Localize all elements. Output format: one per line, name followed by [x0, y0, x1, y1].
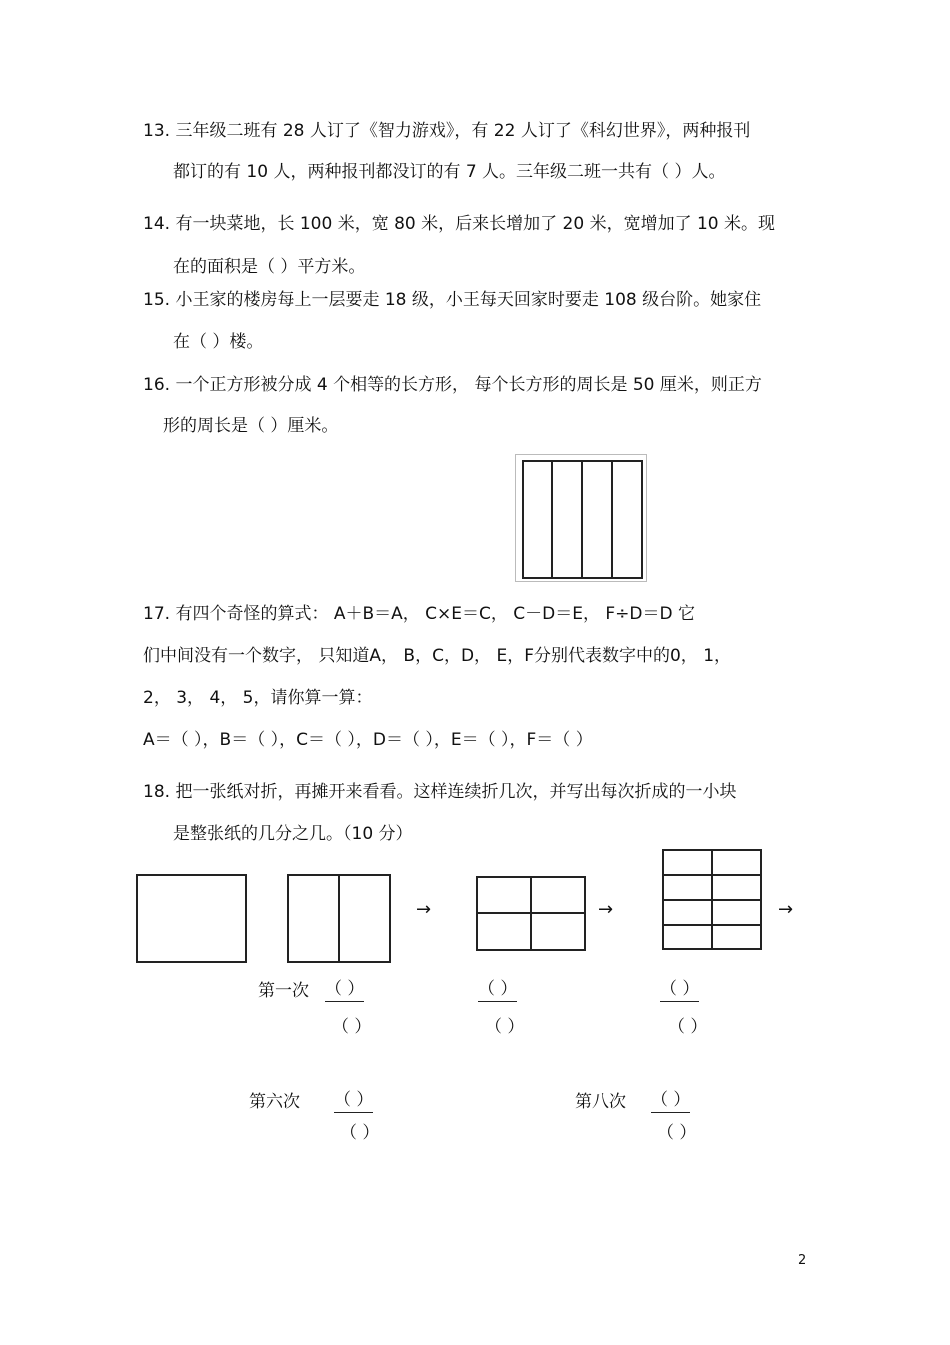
q16-line1: 16. 一个正方形被分成 4 个相等的长方形， 每个长方形的周长是 50 厘米，则正方	[143, 375, 762, 395]
q14-line1: 14. 有一块菜地，长 100 米，宽 80 米，后来长增加了 20 米，宽增加了 10 米。现	[143, 214, 776, 234]
square-divider-2	[581, 460, 583, 579]
q18-line1: 18. 把一张纸对折，再摊开来看看。这样连续折几次，并写出每次折成的一小块	[143, 782, 737, 802]
q16-line2: 形的周长是（ ）厘米。	[163, 416, 339, 436]
first-fold-label: 第一次	[258, 981, 309, 1001]
q17-line2: 们中间没有一个数字， 只知道A， B，C，D， E，F分别代表数字中的0， 1，	[143, 646, 732, 666]
square-divider-3	[611, 460, 613, 579]
fraction-denominator-blank: （ ）	[657, 1123, 697, 1143]
q14-line2: 在的面积是（ ）平方米。	[173, 257, 366, 277]
q15-line1: 15. 小王家的楼房每上一层要走 18 级，小王每天回家时要走 108 级台阶。她家住	[143, 290, 762, 310]
fold-line	[662, 924, 762, 926]
q17-answers: A＝（ ），B＝（ ），C＝（ ），D＝（ ），E＝（ ），F＝（ ）	[143, 730, 593, 750]
fraction-numerator-blank: （ ）	[660, 974, 699, 1002]
q17-line3: 2， 3， 4， 5，请你算一算：	[143, 688, 373, 708]
fraction-numerator-blank: （ ）	[478, 974, 517, 1002]
eighth-fold-label: 第八次	[575, 1092, 626, 1112]
fraction-numerator-blank: （ ）	[325, 974, 364, 1002]
fraction-denominator-blank: （ ）	[668, 1017, 708, 1037]
fold-line	[338, 874, 340, 963]
square-divider-1	[551, 460, 553, 579]
q15-line2: 在（ ）楼。	[173, 332, 264, 352]
fraction-denominator-blank: （ ）	[340, 1123, 380, 1143]
fraction-numerator-blank: （ ）	[334, 1085, 373, 1113]
right-arrow-icon: →	[598, 899, 614, 920]
fraction-numerator-blank: （ ）	[651, 1085, 690, 1113]
q13-line2: 都订的有 10 人，两种报刊都没订的有 7 人。三年级二班一共有（ ）人。	[173, 162, 726, 182]
fold-line	[476, 912, 586, 914]
q13-line1: 13. 三年级二班有 28 人订了《智力游戏》，有 22 人订了《科幻世界》，两种报刊	[143, 121, 751, 141]
fraction-denominator-blank: （ ）	[485, 1017, 525, 1037]
page-number: 2	[798, 1253, 807, 1268]
q18-line2: 是整张纸的几分之几。（10 分）	[173, 824, 413, 844]
right-arrow-icon: →	[778, 899, 794, 920]
q17-line1: 17. 有四个奇怪的算式： A＋B＝A， C×E＝C， C－D＝E， F÷D＝D 它	[143, 604, 696, 624]
fold-line	[662, 899, 762, 901]
right-arrow-icon: →	[416, 899, 432, 920]
fold-line	[662, 874, 762, 876]
fold-paper-whole	[136, 874, 247, 963]
fraction-denominator-blank: （ ）	[332, 1017, 372, 1037]
sixth-fold-label: 第六次	[249, 1092, 300, 1112]
